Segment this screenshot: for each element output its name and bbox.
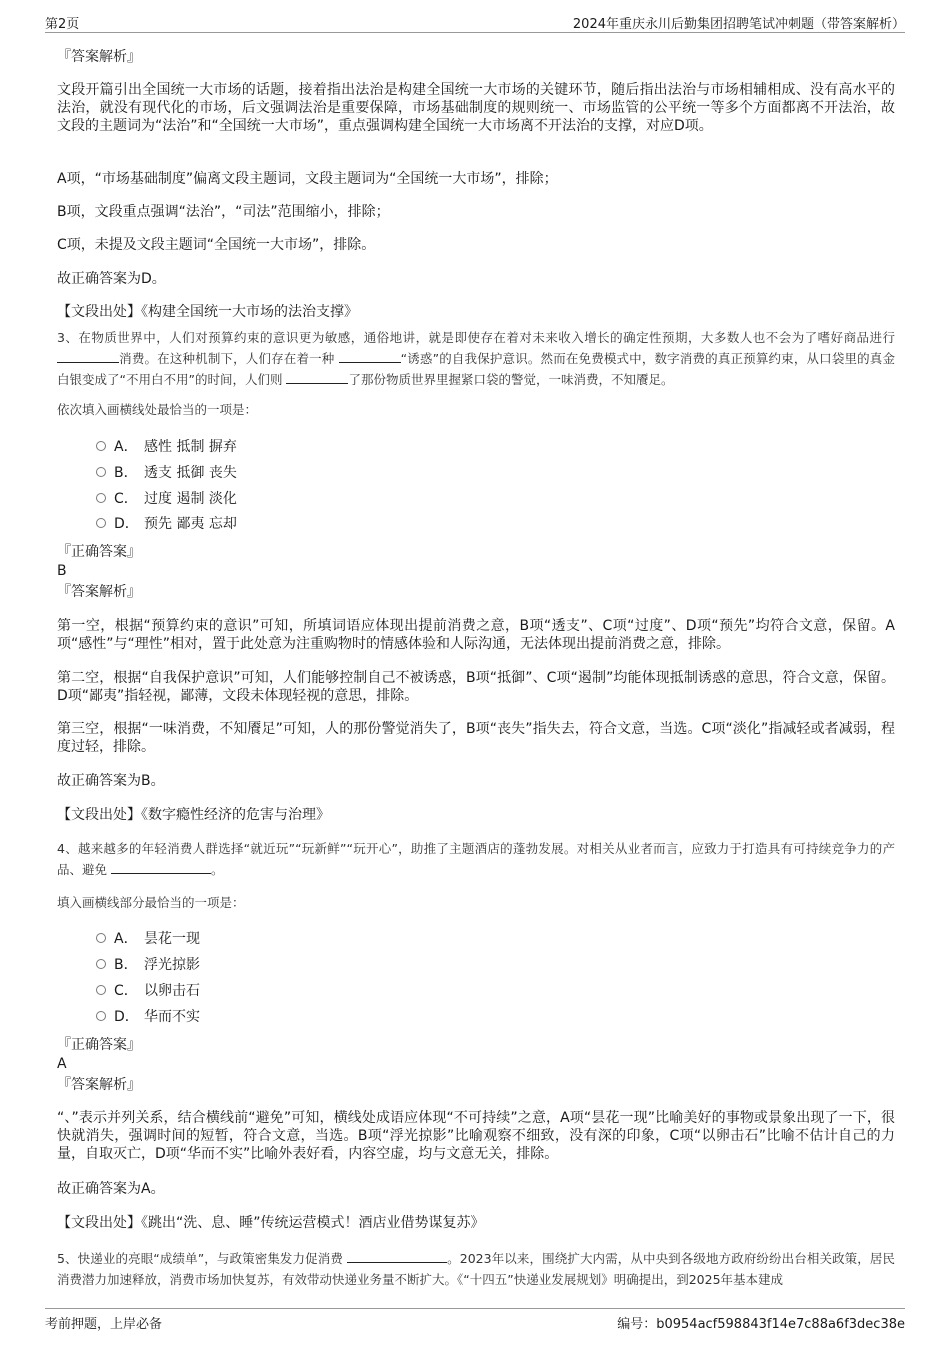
document-title: 2024年重庆永川后勤集团招聘笔试冲刺题（带答案解析）	[572, 17, 905, 32]
radio-icon[interactable]	[96, 493, 106, 503]
q3-analysis-para-1: 第一空，根据“预算约束的意识”可知，所填词语应体现出提前消费之意，B项“透支”、C项“过度”、D项“预先”均符合文意，保留。A项“感性”与“理性”相对，置于此处意为注重购物时的情感体验和人际沟通，无法体现出提前消费之意，排除。	[57, 618, 895, 652]
q3-stem-part-4: 了那份物质世界里握紧口袋的警觉，一味消费，不知餍足。	[348, 372, 674, 387]
q3-blank-1	[57, 350, 119, 363]
q4-option-b[interactable]	[96, 956, 200, 974]
q2-analysis-para-2: A项，“市场基础制度”偏离文段主题词，文段主题词为“全国统一大市场”，排除；	[57, 171, 558, 187]
header-divider	[45, 32, 905, 33]
q3-option-d[interactable]	[96, 515, 237, 533]
option-letter: A．	[114, 931, 138, 947]
q3-stem-part-2: 消费。在这种机制下，人们存在着一种	[119, 351, 335, 366]
page-header	[0, 0, 950, 34]
option-text: 透支 抵御 丧失	[144, 465, 237, 481]
q4-option-d[interactable]	[96, 1008, 200, 1026]
q3-stem-part-3: “诱惑”的自我保护意识。然而在免费模式中，数字消费的真正预算约束，从口袋里的真金白银变成了“不用白不用”的时间，人们则	[57, 351, 895, 387]
q4-instruction: 填入画横线部分最恰当的一项是：	[57, 895, 245, 910]
option-text: 昙花一现	[144, 931, 200, 947]
option-text: 感性 抵制 摒弃	[144, 439, 237, 455]
q3-blank-2	[339, 350, 401, 363]
q4-correct-answer: A	[57, 1056, 67, 1072]
q4-analysis-para-1: “、”表示并列关系，结合横线前“避免”可知，横线处成语应体现“不可持续”之意，A项“昙花一现”比喻美好的事物或景象出现了一下，很快就消失，强调时间的短暂，符合文意，当选。B项“浮光掠影”比喻观察不细致，没有深的印象，C项“以卵击石”比喻不估计自己的力量，自取灭亡，D项“华而不实”比喻外表好看，内容空虚，均与文意无关，排除。	[57, 1110, 895, 1162]
q4-stem	[57, 838, 895, 880]
option-letter: D．	[114, 1009, 139, 1025]
page-number: 第2页	[45, 17, 80, 32]
q3-blank-3	[286, 371, 348, 384]
q3-stem	[57, 327, 895, 390]
option-letter: D．	[114, 516, 139, 532]
radio-icon[interactable]	[96, 985, 106, 995]
q4-correct-label: 『正确答案』	[57, 1037, 141, 1053]
q5-stem	[57, 1248, 895, 1290]
q4-analysis-para-2: 故正确答案为A。	[57, 1181, 165, 1197]
radio-icon[interactable]	[96, 518, 106, 528]
q3-option-a[interactable]	[96, 438, 237, 456]
option-text: 预先 鄙夷 忘却	[144, 516, 237, 532]
radio-icon[interactable]	[96, 1011, 106, 1021]
option-text: 过度 遏制 淡化	[144, 491, 237, 507]
q5-stem-part-1: 5、快递业的亮眼“成绩单”，与政策密集发力促消费	[57, 1251, 343, 1266]
q2-analysis-para-5: 故正确答案为D。	[57, 271, 166, 287]
q4-option-c[interactable]	[96, 982, 200, 1000]
option-letter: C．	[114, 983, 138, 999]
option-letter: A．	[114, 439, 138, 455]
q4-option-a[interactable]	[96, 930, 200, 948]
q4-stem-part-1: 4、越来越多的年轻消费人群选择“就近玩”“玩新鲜”“玩开心”，助推了主题酒店的蓬勃发展。对相关从业者而言，应致力于打造具有可持续竞争力的产品、避免	[57, 841, 895, 877]
q3-source: 【文段出处】《数字瘾性经济的危害与治理》	[57, 807, 330, 823]
radio-icon[interactable]	[96, 441, 106, 451]
q3-option-b[interactable]	[96, 464, 237, 482]
q3-analysis-para-4: 故正确答案为B。	[57, 773, 165, 789]
q2-analysis-para-3: B项，文段重点强调“法治”，“司法”范围缩小，排除；	[57, 204, 390, 220]
q5-blank	[347, 1250, 447, 1263]
radio-icon[interactable]	[96, 959, 106, 969]
q3-option-c[interactable]	[96, 490, 237, 508]
q3-instruction: 依次填入画横线处最恰当的一项是：	[57, 402, 258, 417]
q4-stem-part-2: 。	[211, 862, 224, 877]
q4-analysis-label: 『答案解析』	[57, 1077, 141, 1093]
option-text: 华而不实	[144, 1009, 200, 1025]
q4-blank	[111, 861, 211, 874]
footer-slogan: 考前押题，上岸必备	[45, 1317, 163, 1332]
q2-analysis-para-1: 文段开篇引出全国统一大市场的话题，接着指出法治是构建全国统一大市场的关键环节，随后指出法治与市场相辅相成、没有高水平的法治，就没有现代化的市场，后文强调法治是重要保障，市场基础制度的规则统一、市场监管的公平统一等多个方面都离不开法治，故文段的主题词为“法治”和“全国统一大市场”，重点强调构建全国统一大市场离不开法治的支撑，对应D项。	[57, 82, 895, 134]
footer-divider	[45, 1308, 905, 1309]
page-footer	[0, 1308, 950, 1345]
q4-source: 【文段出处】《跳出“洗、息、睡”传统运营模式！酒店业借势谋复苏》	[57, 1215, 485, 1231]
q3-analysis-para-3: 第三空，根据“一味消费，不知餍足”可知，人的那份警觉消失了，B项“丧失”指失去，符合文意，当选。C项“淡化”指减轻或者减弱，程度过轻，排除。	[57, 721, 895, 755]
q3-stem-part-1: 3、在物质世界中，人们对预算约束的意识更为敏感，通俗地讲，就是即使存在着对未来收入增长的确定性预期，大多数人也不会为了嗜好商品进行	[57, 330, 895, 345]
option-text: 浮光掠影	[144, 957, 200, 973]
q3-correct-label: 『正确答案』	[57, 544, 141, 560]
option-letter: C．	[114, 491, 138, 507]
q3-analysis-para-2: 第二空，根据“自我保护意识”可知，人们能够控制自己不被诱惑，B项“抵御”、C项“遏制”均能体现抵制诱惑的意思，符合文意，保留。D项“鄙夷”指轻视，鄙薄，文段未体现轻视的意思，排除。	[57, 670, 895, 704]
q5-stem-part-2: 。2023年以来，围绕扩大内需，从中央到各级地方政府纷纷出台相关政策，居民消费潜力加速释放，消费市场加快复苏，有效带动快递业务量不断扩大。《“十四五”快递业发展规划》明确提出，到2025年基本建成	[57, 1251, 895, 1287]
radio-icon[interactable]	[96, 467, 106, 477]
q3-analysis-label: 『答案解析』	[57, 584, 141, 600]
option-text: 以卵击石	[144, 983, 200, 999]
q2-analysis-para-4: C项，未提及文段主题词“全国统一大市场”，排除。	[57, 237, 376, 253]
radio-icon[interactable]	[96, 933, 106, 943]
option-letter: B．	[114, 465, 138, 481]
q2-source: 【文段出处】《构建全国统一大市场的法治支撑》	[57, 304, 358, 320]
footer-code: 编号：b0954acf598843f14e7c88a6f3dec38e	[617, 1317, 905, 1332]
q3-correct-answer: B	[57, 563, 67, 579]
q2-analysis-label: 『答案解析』	[57, 49, 141, 65]
option-letter: B．	[114, 957, 138, 973]
